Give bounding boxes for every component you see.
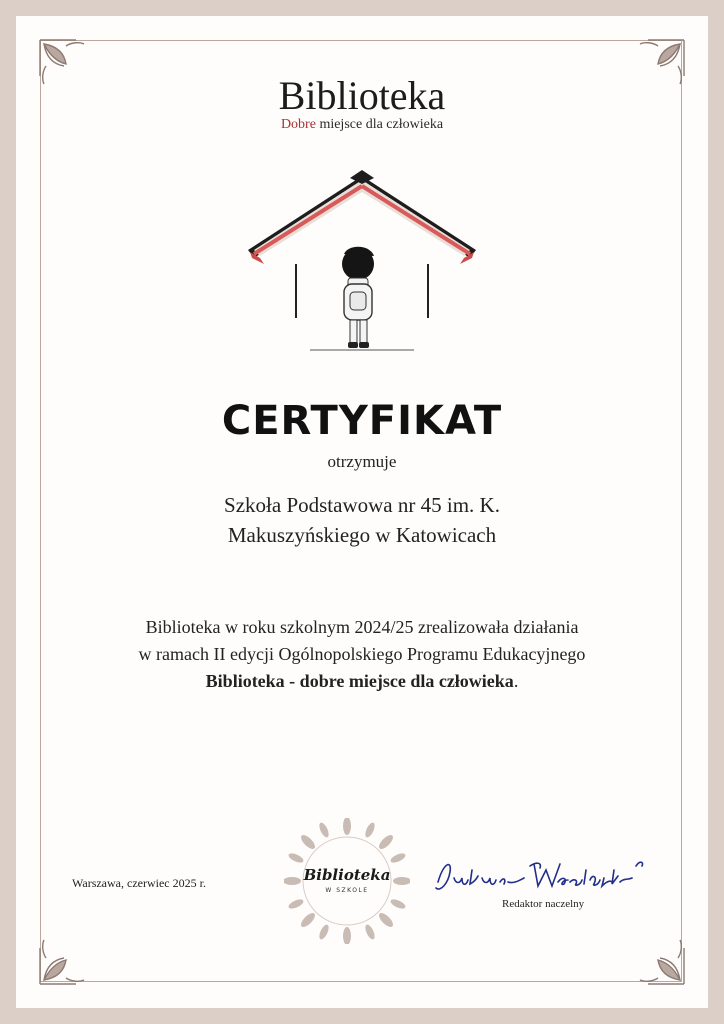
seal-text-sub: W SZKOLE	[325, 887, 369, 894]
seal-text-main: Biblioteka	[303, 866, 391, 884]
header-title: Biblioteka	[278, 73, 446, 118]
tagline-accent: Dobre	[280, 117, 316, 132]
description-line-3	[0, 668, 724, 695]
signature-icon	[430, 852, 650, 898]
program-name: Biblioteka - dobre miejsce dla człowieka	[205, 671, 514, 691]
description-line-2: w ramach II edycji Ogólnopolskiego Programu Edukacyjnego	[138, 644, 586, 664]
description-line-1: Biblioteka w roku szkolnym 2024/25 zrealizowała działania	[145, 617, 579, 637]
tagline-rest: miejsce dla człowieka	[315, 117, 444, 132]
header-tagline	[0, 117, 724, 133]
corner-ornament-icon	[36, 928, 96, 988]
recipient-name	[0, 490, 724, 550]
certificate-description	[0, 614, 724, 695]
receives-label: otrzymuje	[327, 452, 397, 471]
book-house-illustration	[240, 168, 484, 354]
recipient-line-2: Makuszyńskiego w Katowicach	[227, 523, 497, 547]
recipient-line-1: Szkoła Podstawowa nr 45 im. K.	[224, 493, 500, 517]
program-suffix: .	[513, 671, 519, 691]
certificate-heading: CERTYFIKAT	[221, 398, 503, 444]
place-date: Warszawa, czerwiec 2025 r.	[72, 876, 206, 890]
seal-icon	[284, 818, 410, 944]
corner-ornament-icon	[628, 928, 688, 988]
signatory-role: Redaktor naczelny	[502, 898, 585, 910]
